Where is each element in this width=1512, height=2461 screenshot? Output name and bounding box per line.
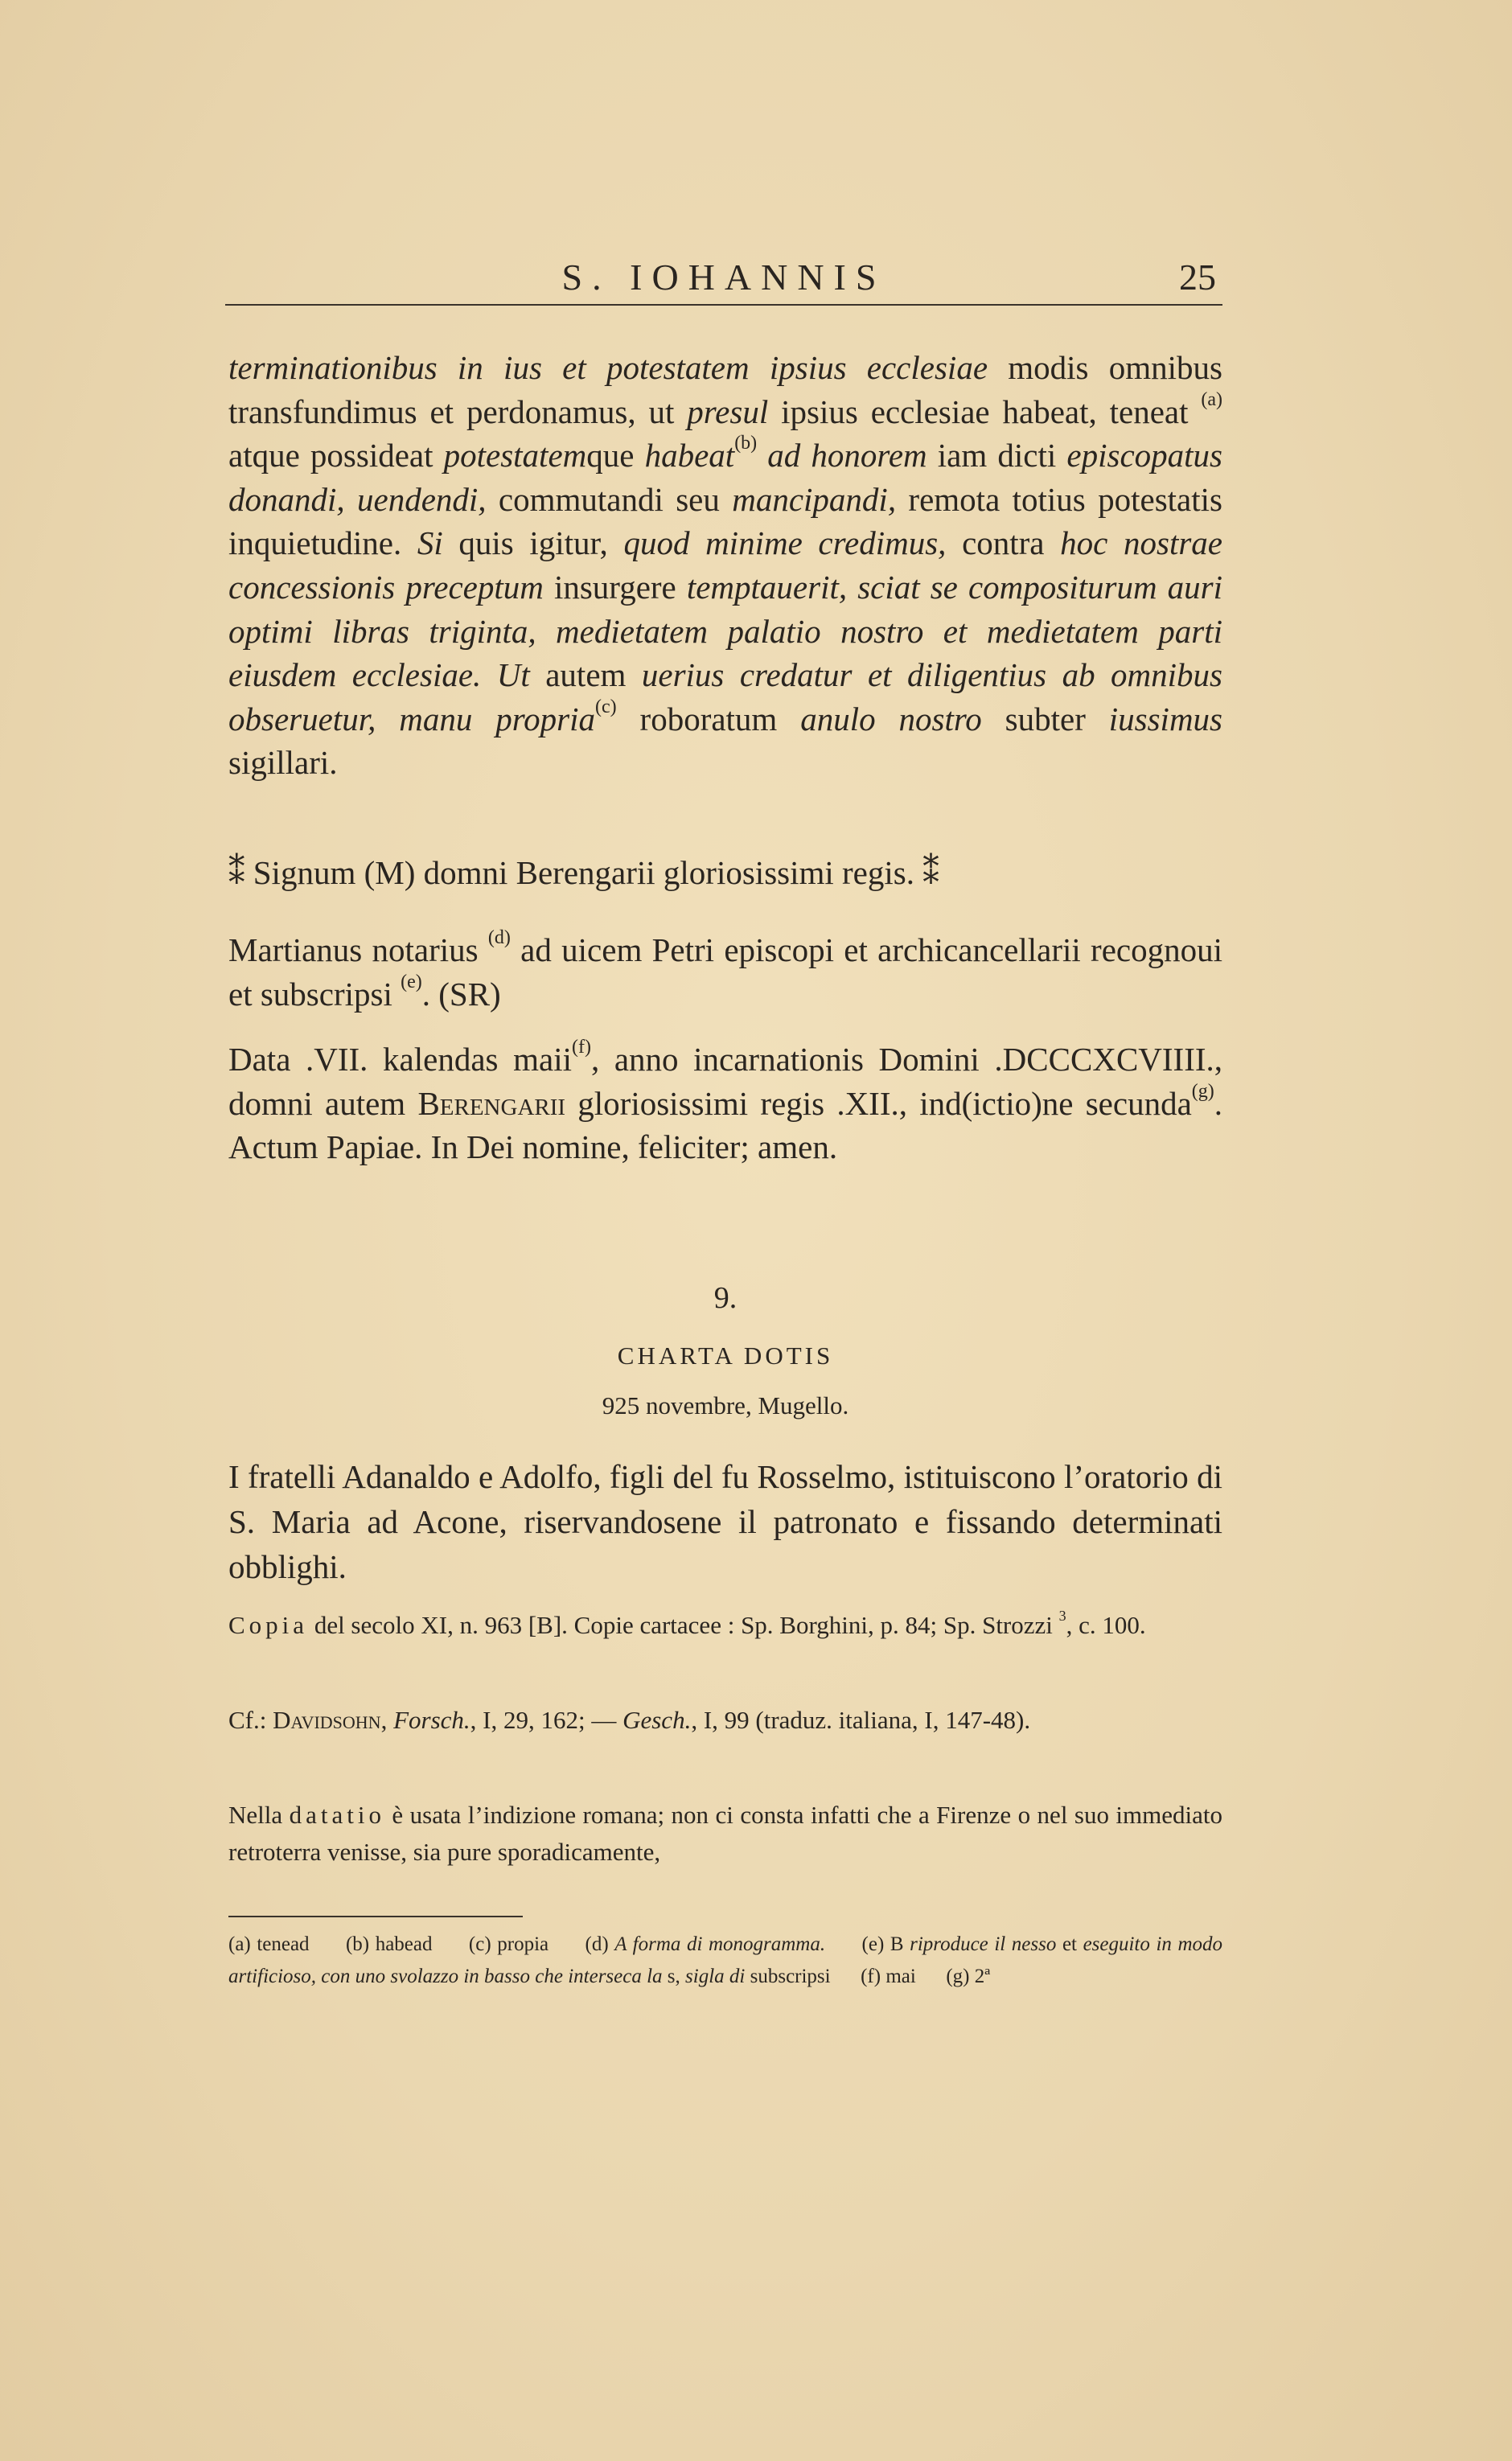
text-run: modis omnibus transfundimus et perdonamus, ut [228,349,1222,430]
footnote-ref-c: (c) [595,696,617,717]
italic-text: anulo nostro [800,700,982,737]
italic-text: episcopatus donandi, uendendi, [228,437,1222,518]
text-run: quis igitur, [442,524,624,562]
text-run: . Actum Papiae. In Dei nomine, feliciter; amen. [228,1084,1222,1166]
signum-line [228,851,1222,894]
text-run: autem [529,656,642,694]
footnote-ref-e: (e) [401,971,422,992]
text-run: gloriosissimi regis .XII., ind(ictio)ne secunda [565,1084,1192,1122]
text-run: s, [662,1966,686,1987]
italic-text: habeat [644,437,735,475]
charter-text [228,346,1222,785]
italic-text: Ut [496,656,530,694]
literature-note [228,1702,1222,1739]
text-run: ipsius ecclesiae habeat, teneat [768,392,1202,430]
text-run: subter [981,700,1109,737]
footnote-ref-b: (b) [734,433,758,454]
footnote-ref-a: (a) [1201,388,1223,410]
italic-text: Si [417,524,443,562]
superscript: 3 [1058,1608,1066,1624]
italic-text: uerius credatur et diligentius ab omnibus obseruetur, manu propria [228,656,1223,737]
datatio-term: datatio [289,1801,385,1829]
dating-clause [228,1037,1222,1169]
footnote-italic: riproduce il nesso [910,1933,1057,1955]
footnote: (g) 2ª [946,1966,991,1987]
signum-text: Signum (M) domni Berengarii gloriosissimi regis. [253,854,914,891]
text-run: iam dicti [927,437,1067,475]
text-run: del secolo XI, n. 963 [B]. Copie cartacee : Sp. Borghini, p. 84; Sp. Strozzi [308,1611,1059,1639]
tradition-note [228,1607,1222,1644]
text-run: . (SR) [421,975,501,1013]
page-header [225,256,1222,304]
italic-text: mancipandi, [732,480,897,518]
text-run: Cf.: [228,1706,273,1734]
text-run: contra [946,524,1061,562]
text-run: , anno incarnationis Domini .DCCCXCVIIII., domni autem [228,1041,1223,1122]
work-title: Gesch. [622,1706,692,1734]
footnote-ref-g: (g) [1191,1080,1214,1102]
italic-text: iussimus [1108,700,1223,737]
text-run: Martianus notarius [228,931,488,968]
text-run: sigillari. [228,744,338,782]
document-date: 925 novembre, Mugello. [602,1391,849,1419]
footnotes [228,1929,1222,1993]
text-run: , I, 99 (traduz. italiana, I, 147-48). [691,1706,1031,1734]
header-rule [225,304,1222,306]
commentary-note [228,1797,1222,1871]
text-run: , I, 29, 162; — [470,1706,623,1734]
text-run: Data .VII. kalendas maii [228,1041,572,1078]
footnote-ref-f: (f) [571,1037,591,1058]
footnote-italic: sigla di [685,1966,746,1987]
footnote: (a) tenead [228,1933,310,1955]
document-title: CHARTA DOTIS [617,1341,834,1370]
italic-text: potestatem [443,437,587,475]
text-run: atque possideat [228,437,444,475]
footnote-rule [228,1916,523,1917]
king-name: Berengarii [417,1084,566,1122]
footnote: (f) mai [861,1966,916,1987]
text-run: et [1056,1933,1083,1955]
italic-text: hoc nostrae concessionis preceptum [228,524,1222,606]
author-name: Davidsohn [273,1706,381,1734]
text-run: subscripsi [745,1966,831,1987]
footnote-ref-d: (d) [487,927,511,948]
work-title: Forsch. [393,1706,470,1734]
footnote-italic: eseguito in modo artificioso, con uno svolazzo in basso che interseca la [228,1933,1223,1987]
page-number: 25 [1179,257,1216,298]
text-run: Nella [228,1801,290,1829]
text-run: , c. 100. [1066,1611,1146,1639]
italic-text: terminationibus in ius et potestatem ipsius ecclesiae [228,349,988,386]
text-run: roboratum [616,700,801,737]
italic-text: temptauerit, sciat se compositurum auri optimi libras triginta, medietatem palatio nostro et medietatem parti eiusdem ecclesiae. [228,568,1222,694]
text-run: que [586,437,645,475]
italic-text: ad honorem [757,437,927,475]
text-run: ad uicem Petri episcopi et archicancellarii recognoui et subscripsi [228,931,1222,1013]
footnote-italic: A forma di monogramma. [614,1933,826,1955]
footnote: (c) propia [468,1933,549,1955]
footnote-label: (d) [585,1933,615,1955]
footnote-label: (e) B [861,1933,910,1955]
footnote: (b) habead [345,1933,433,1955]
italic-text: presul [687,392,769,430]
document-number: 9. [713,1281,738,1315]
italic-text: quod minime credimus, [623,524,947,562]
copia-label: Copia [228,1611,309,1639]
text-run: , [380,1706,394,1734]
text-run: è usata l’indizione romana; non ci consta infatti che a Firenze o nel suo immediato retroterra venisse, sia pure sporadicamente, [228,1801,1222,1866]
regest: I fratelli Adanaldo e Adolfo, figli del fu Rosselmo, istituiscono l’oratorio di S. Maria ad Acone, riservandosene il patronato e fissando determinati obblighi. [228,1458,1222,1585]
text-run [481,656,496,693]
text-run: commutandi seu [486,480,733,518]
cross-icon: ⁑ [922,854,939,891]
running-title: S. IOHANNIS [561,257,886,298]
text-run: remota totius potestatis inquietudine. [228,480,1222,562]
text-run: insurgere [543,568,687,606]
cross-icon: ⁑ [228,854,245,891]
notary-subscription [228,928,1222,1016]
